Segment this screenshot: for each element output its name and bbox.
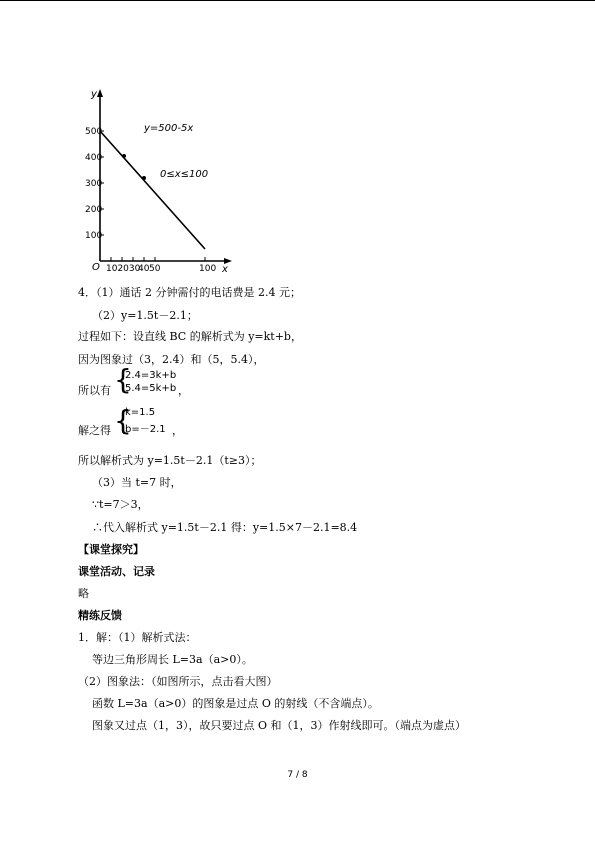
left-brace: {	[114, 363, 132, 396]
system-1-suffix: ，	[178, 384, 189, 397]
origin-label: O	[92, 262, 100, 272]
function-graph	[84, 86, 234, 272]
equation-label: y=500-5x	[144, 123, 194, 134]
y-axis-label: y	[91, 89, 97, 100]
x-axis-label: x	[222, 264, 228, 272]
section-title: 【课堂探究】	[78, 543, 144, 556]
equation-system-1	[125, 369, 176, 395]
graph-point	[142, 176, 146, 180]
so-have-label: 所以有	[78, 384, 111, 397]
system-2-suffix: ，	[172, 424, 183, 437]
system-eq: 2.4=3k+b	[125, 370, 177, 381]
subsection-title: 课堂活动、记录	[78, 565, 155, 578]
y-axis-arrow	[97, 89, 103, 97]
graph-point	[122, 154, 126, 158]
y-tick-label: 300	[85, 179, 103, 189]
domain-label: 0≤x≤100	[160, 169, 209, 180]
graph-line	[100, 131, 205, 249]
q4-line-1: 4．（1）通话 2 分钟需付的电话费是 2.4 元；	[78, 286, 301, 299]
subsection-title: 精练反馈	[78, 609, 122, 622]
equation-system-2	[125, 406, 166, 436]
q4-line-4: 因为图象过（3，2.4）和（5，5.4），	[78, 353, 265, 366]
answer-line: 等边三角形周长 L=3a（a>0）。	[92, 653, 253, 666]
y-tick-label: 100	[85, 231, 103, 241]
y-tick-label: 200	[85, 205, 103, 215]
answer-line: 函数 L=3a（a>0）的图象是过点 O 的射线（不含端点）。	[92, 697, 379, 710]
answer-line: 1．解：（1）解析式法：	[78, 631, 197, 644]
page-number: 7 / 8	[287, 770, 308, 780]
left-brace: {	[114, 404, 132, 437]
answer-line: 图象又过点（1，3），故只要过点 O 和（1，3）作射线即可。（端点为虚点）	[92, 719, 467, 732]
q4-line-8: （3）当 t=7 时，	[92, 476, 182, 489]
x-tick-labels: 102030	[106, 264, 141, 272]
y-tick-label: 400	[85, 153, 103, 163]
q4-line-7: 所以解析式为 y=1.5t－2.1（t≥3）；	[78, 454, 262, 467]
subsection-text: 略	[78, 587, 89, 600]
q4-line-2: （2）y=1.5t－2.1；	[92, 309, 198, 322]
system-eq: b=－2.1	[125, 424, 166, 435]
x-tick-label-100: 100	[199, 264, 217, 272]
y-tick-label: 500	[85, 127, 103, 137]
q4-line-3: 过程如下：设直线 BC 的解析式为 y=kt+b，	[78, 330, 302, 343]
graph-svg	[84, 86, 234, 272]
q4-line-9: ∵t=7＞3，	[92, 498, 149, 511]
top-rule	[0, 0, 595, 1]
system-eq: 5.4=5k+b	[125, 383, 177, 394]
x-tick-labels: 40	[138, 264, 150, 272]
system-eq: k=1.5	[125, 407, 156, 418]
x-tick-labels: 50	[149, 264, 161, 272]
answer-line: （2）图象法：（如图所示，点击看大图）	[78, 675, 278, 688]
solve-label: 解之得	[78, 424, 111, 437]
q4-line-10: ∴代入解析式 y=1.5t－2.1 得：y=1.5×7－2.1=8.4	[92, 521, 358, 534]
